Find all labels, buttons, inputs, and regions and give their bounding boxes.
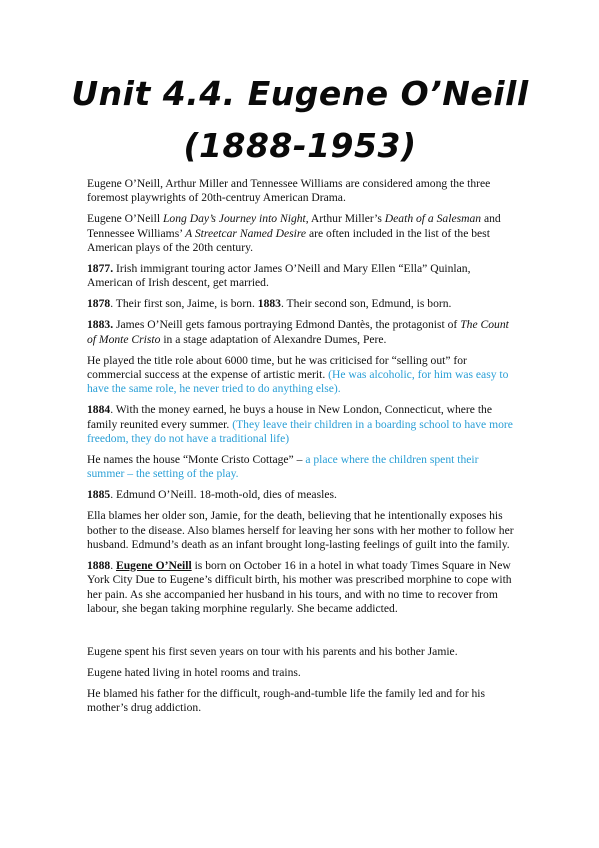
note-text: (He was alcoholic, for him was easy to have the same role, he never tried to do anything else). (87, 367, 509, 396)
text-run: are often included in the list of the best American plays of the 20th century. (87, 226, 490, 255)
work-title: A Streetcar Named Desire (185, 226, 307, 240)
paragraph-title-role (87, 354, 515, 397)
paragraph-1885 (87, 488, 515, 502)
text-run: James O’Neill gets famous portraying Edmond Dantès, the protagonist of (113, 318, 461, 332)
paragraph-hotels: Eugene hated living in hotel rooms and trains. (87, 665, 301, 679)
paragraph-plays (87, 212, 515, 255)
spacer (87, 623, 515, 645)
page-title: Unit 4.4. Eugene O’Neill (1888-1953) (71, 74, 529, 165)
year-label: 1884 (87, 403, 111, 417)
text-run: Irish immigrant touring actor James O’Neill and Mary Ellen “Ella” Quinlan, American of Irish descent, get married. (87, 262, 471, 290)
paragraph-1888 (87, 559, 515, 617)
text-run: He names the house “Monte Cristo Cottage” – (87, 453, 306, 466)
note-text: (They leave their children in a boarding school to have more freedom, they do not have a traditional life) (87, 417, 513, 446)
text-run: . With the money earned, he buys a house in New London, Connecticut, where the family reunited every summer. (87, 403, 492, 431)
text-run: Eugene O’Neill (87, 212, 163, 226)
note-text: a place where the children spent their summer – the setting of the play. (87, 453, 479, 481)
text-run: . Their first son, Jaime, is born. (110, 297, 258, 311)
year-label: 1888 (87, 558, 111, 572)
document-body (87, 177, 515, 722)
text-run: is born on October 16 in a hotel in what toady Times Square in New York City Due to Eugene’s difficult birth, his mother was prescribed morphine to cope with her pain. As she accompanied her husband in his tours, and with no time to recover from labour, she began taking morphine regularly. She became addicted. (87, 558, 512, 616)
year-label: 1885 (87, 488, 111, 502)
text-run: in a stage adaptation of Alexandre Dumes, Pere. (160, 332, 387, 346)
paragraph-blame: He blamed his father for the difficult, rough-and-tumble life the family led and for his mother’s drug addiction. (87, 686, 486, 715)
year-label: 1878 (87, 297, 111, 311)
paragraph-cottage (87, 453, 515, 482)
text-run: and Tennessee Williams’ (87, 212, 501, 240)
work-title: Long Day’s Journey into Night (162, 212, 306, 226)
text-run: . Edmund O’Neill. 18-moth-old, dies of measles. (110, 488, 337, 502)
paragraph-intro: Eugene O’Neill, Arthur Miller and Tennessee Williams are considered among the three foremost playwrights of 20th-centruy American Drama. (87, 177, 491, 205)
work-title: Death of a Salesman (384, 212, 482, 226)
paragraph-ella-blames: Ella blames her older son, Jamie, for the death, believing that he intentionally exposes his bother to the disease. Also blames herself for leaving her sons with her mother to follow her husband. Edmund’s death as an infant brought long-lasting feelings of guilt into the family. (87, 509, 514, 552)
text-run: He played the title role about 6000 time, but he was criticised for “selling out” for commercial success at the expense of artistic merit. (87, 353, 467, 381)
year-label: 1883. (87, 318, 114, 332)
paragraph-1877 (87, 262, 515, 291)
paragraph-1883 (87, 318, 515, 347)
person-name: Eugene O’Neill (115, 558, 192, 572)
paragraph-1878 (87, 297, 515, 311)
year-label: 1877. (87, 262, 114, 276)
text-run: . Their second son, Edmund, is born. (280, 297, 452, 311)
text-run: , Arthur Miller’s (305, 212, 385, 226)
text-run: . (110, 558, 116, 572)
work-title: The Count of Monte Cristo (87, 318, 509, 346)
year-label: 1883 (257, 297, 281, 311)
paragraph-1884 (87, 403, 515, 446)
paragraph-tour: Eugene spent his first seven years on tour with his parents and his bother Jamie. (87, 645, 458, 659)
